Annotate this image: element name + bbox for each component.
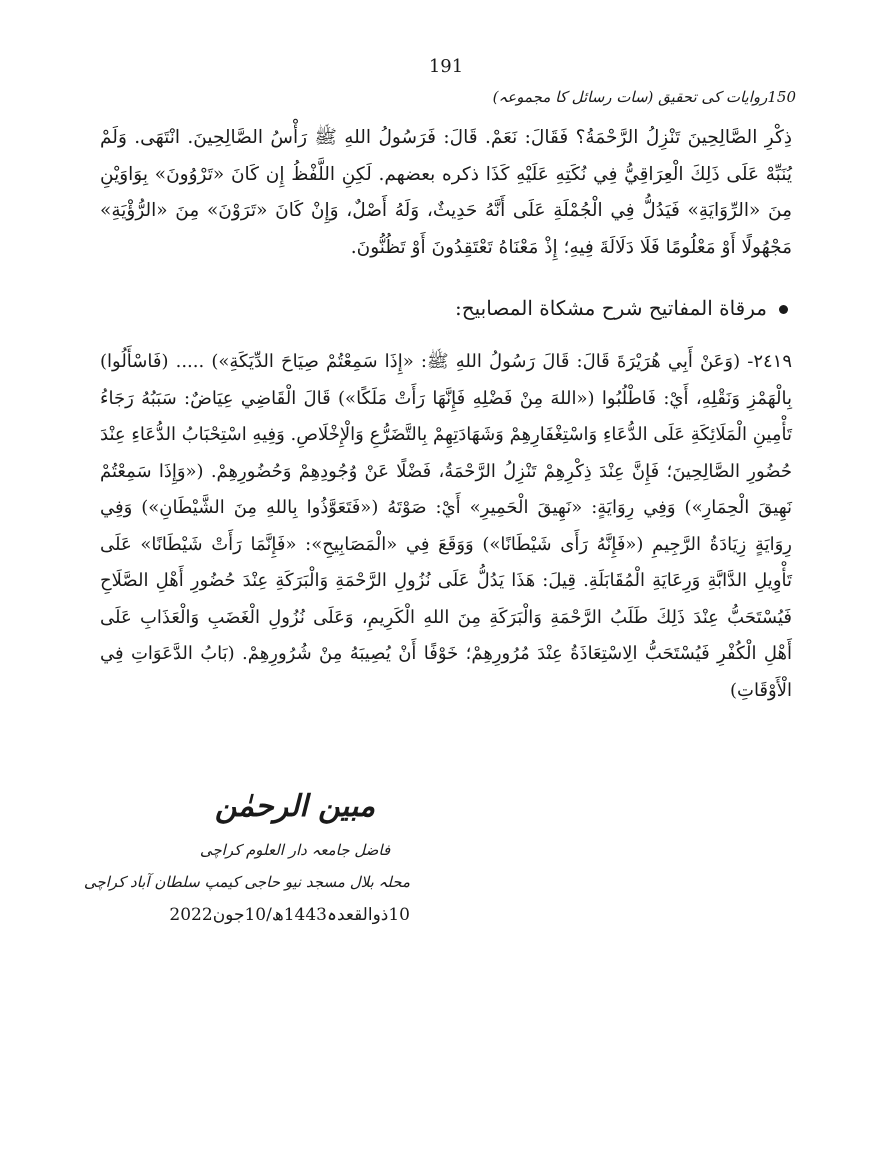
- signature-date: 10ذوالقعدہ1443ھ/10جون2022: [169, 905, 410, 925]
- section-heading: [455, 296, 788, 320]
- running-header: 150روایات کی تحقیق (سات رسائل کا مجموعہ): [492, 88, 796, 106]
- signature-title: فاضل جامعہ دار العلوم کراچی: [199, 841, 391, 859]
- intro-paragraph: ذِكْرِ الصَّالِحِينَ تَنْزِلُ الرَّحْمَةُ؟ فَقَالَ: نَعَمْ. قَالَ: فَرَسُولُ اللهِ ﷺ رَأْسُ الصَّالِحِينَ. انْتَهَى. وَلَمْ يُنَبِّهْ عَلَى ذَلِكَ الْعِرَاقِيُّ فِي نُكَتِهِ عَلَيْهِ كَذَا ذكره بعضهم. لَكِنِ اللَّفْظُ إِن كَانَ «تَرْوُونَ» بِوَاوَيْنِ مِنَ «الرِّوَايَةِ» فَيَدُلُّ فِي الْجُمْلَةِ عَلَى أَنَّهُ حَدِيثٌ، وَلَهُ أَصْلٌ، وَإِنْ كَانَ «تَرَوْنَ» مِنَ «الرُّؤْيَةِ» مَجْهُولًا أَوْ مَعْلُومًا فَلَا دَلَالَةَ فِيهِ؛ إِذْ مَعْنَاهُ تَعْتَقِدُونَ أَوْ تَظُنُّونَ.: [100, 127, 792, 258]
- signature-block: [83, 780, 410, 932]
- signature-address: محلہ بلال مسجد نیو حاجی کیمپ سلطان آباد کراچی: [83, 873, 410, 891]
- hadith-paragraph: ٢٤١٩- (وَعَنْ أَبِي هُرَيْرَةَ قَالَ: قَالَ رَسُولُ اللهِ ﷺ: «إِذَا سَمِعْتُمْ صِيَاحَ الدِّيَكَةِ») ..... (فَاسْأَلُوا) بِالْهَمْزِ وَنَقْلِهِ، أَيْ: فَاطْلُبُوا («اللهَ مِنْ فَضْلِهِ فَإِنَّهَا رَأَتْ مَلَكًا») قَالَ الْقَاضِي عِيَاضٌ: سَبَبُهُ رَجَاءُ تَأْمِينِ الْمَلَائِكَةِ عَلَى الدُّعَاءِ وَاسْتِغْفَارِهِمْ وَشَهَادَتِهِمْ بِالتَّضَرُّعِ وَالْإِخْلَاصِ. وَفِيهِ اسْتِحْبَابُ الدُّعَاءِ عِنْدَ حُضُورِ الصَّالِحِينَ؛ فَإِنَّ عِنْدَ ذِكْرِهِمْ تَنْزِلُ الرَّحْمَةُ، فَضْلًا عَنْ وُجُودِهِمْ وَحُضُورِهِمْ. («وَإِذَا سَمِعْتُمْ نَهِيقَ الْحِمَارِ») وَفِي رِوَايَةٍ: «نَهِيقَ الْحَمِيرِ» أَيْ: صَوْتَهُ («فَتَعَوَّذُوا بِاللهِ مِنَ الشَّيْطَانِ») وَفِي رِوَايَةٍ زِيَادَةُ الرَّجِيمِ («فَإِنَّهُ رَأَى شَيْطَانًا») وَوَقَعَ فِي «الْمَصَابِيحِ»: «فَإِنَّمَا رَأَتْ شَيْطَانًا» عَلَى تَأْوِيلِ الدَّابَّةِ وَرِعَايَةِ الْمُقَابَلَةِ. قِيلَ: هَذَا يَدُلُّ عَلَى نُزُولِ الرَّحْمَةِ وَالْبَرَكَةِ عِنْدَ حُضُورِ أَهْلِ الصَّلَاحِ فَيُسْتَحَبُّ عِنْدَ ذَلِكَ طَلَبُ الرَّحْمَةِ وَالْبَرَكَةِ مِنَ اللهِ الْكَرِيمِ، وَعَلَى نُزُولِ الْغَضَبِ وَالْعَذَابِ عَلَى أَهْلِ الْكُفْرِ فَيُسْتَحَبُّ الِاسْتِعَاذَةُ عِنْدَ مُرُورِهِمْ؛ خَوْفًا أَنْ يُصِيبَهُ مِنْ شُرُورِهِمْ. (بَابُ الدَّعَوَاتِ فِي الْأَوْقَاتِ): [100, 351, 792, 701]
- bullet-icon: [779, 305, 788, 314]
- signature-name: مبین الرحمٰن: [214, 789, 376, 824]
- page-number: 191: [428, 56, 464, 77]
- section-heading-text: مرقاة المفاتيح شرح مشكاة المصابيح:: [454, 296, 767, 320]
